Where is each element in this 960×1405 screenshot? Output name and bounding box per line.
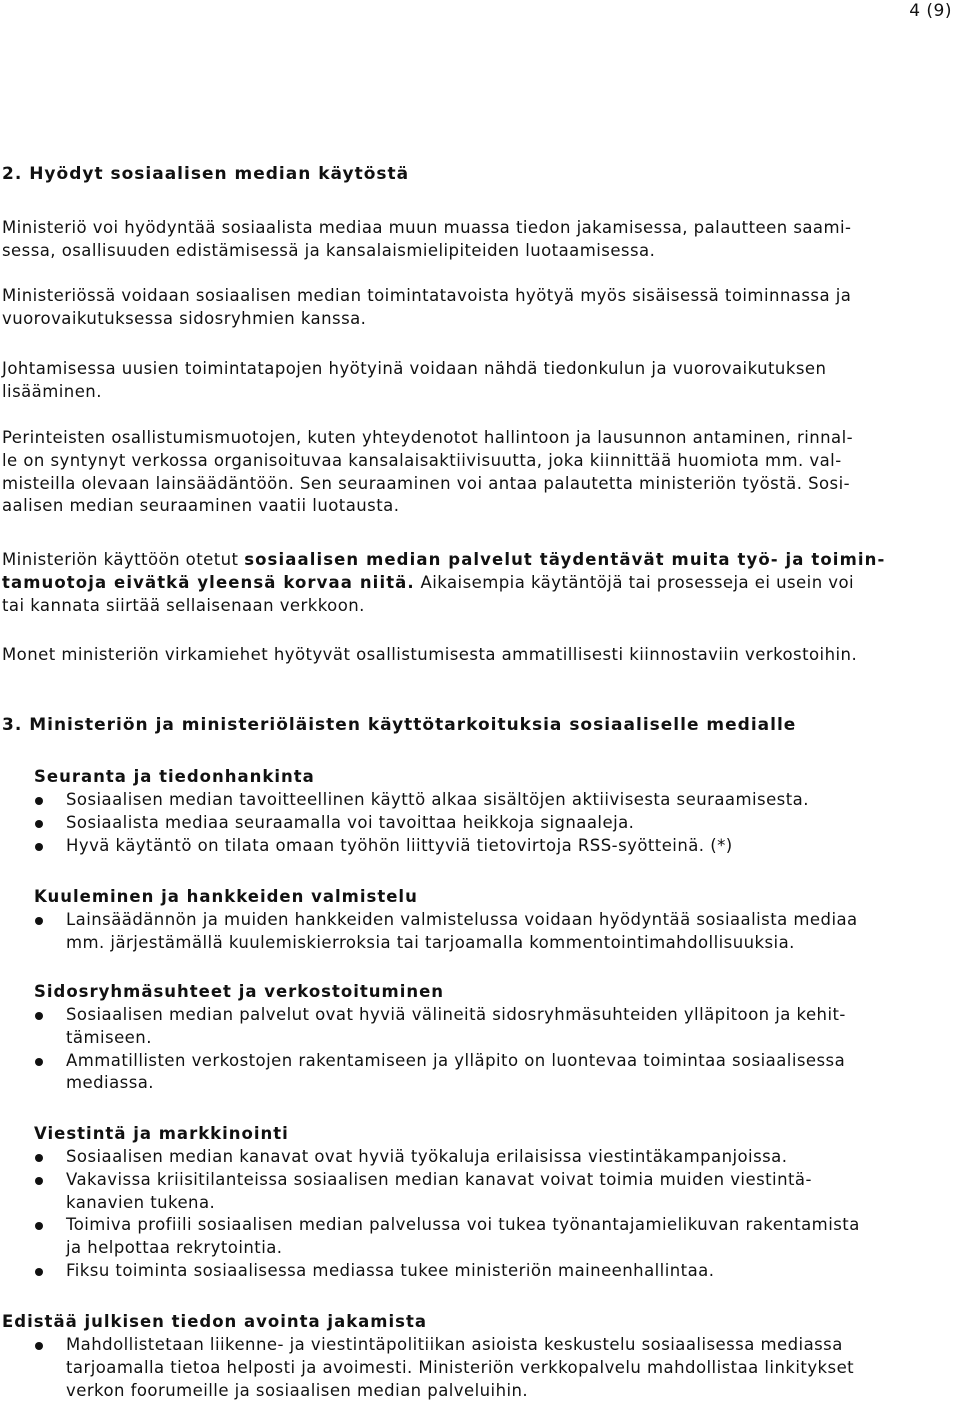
bullet-icon	[35, 1154, 43, 1162]
bullet-icon	[35, 1342, 43, 1350]
list-item: Mahdollistetaan liikenne- ja viestintäpolitiikan asioista keskustelu sosiaalisessa mediassa tarjoamalla tietoa helposti ja avoimesti. Ministeriön verkkopalvelu mahdollistaa linkitykset verkon foorumeille ja sosiaalisen median palveluihin.	[0, 1334, 960, 1402]
list-item: Hyvä käytäntö on tilata omaan työhön liittyviä tietovirtoja RSS-syötteinä. (*)	[0, 835, 960, 858]
bullet-icon	[35, 917, 43, 925]
paragraph-5: Ministeriön käyttöön otetut sosiaalisen median palvelut täydentävät muita työ- ja toimin- tamuotoja eivätkä yleensä korvaa niitä. Aikaisempia käytäntöjä tai prosesseja ei usein voi tai kannata siirtää sellaisenaan verkkoon.	[2, 550, 886, 615]
list-item: Fiksu toiminta sosiaalisessa mediassa tukee ministeriön maineenhallintaa.	[0, 1260, 960, 1283]
page-number: 4 (9)	[909, 1, 952, 21]
bullet-icon	[35, 820, 43, 828]
subheading-stakeholders: Sidosryhmäsuhteet ja verkostoituminen	[34, 982, 445, 1001]
list-item: Sosiaalista mediaa seuraamalla voi tavoittaa heikkoja signaaleja.	[0, 812, 960, 835]
bullet-list-stakeholders	[0, 1004, 960, 1095]
list-item: Sosiaalisen median kanavat ovat hyviä työkaluja erilaisissa viestintäkampanjoissa.	[0, 1146, 960, 1169]
bullet-icon	[35, 843, 43, 851]
list-item: Sosiaalisen median tavoitteellinen käyttö alkaa sisältöjen aktiivisesta seuraamisesta.	[0, 789, 960, 812]
list-item: Ammatillisten verkostojen rakentamiseen ja ylläpito on luontevaa toimintaa sosiaalisessa mediassa.	[0, 1050, 960, 1096]
paragraph-2: Ministeriössä voidaan sosiaalisen median toimintatavoista hyötyä myös sisäisessä toiminnassa ja vuorovaikutuksessa sidosryhmien kanssa.	[2, 286, 852, 328]
paragraph-3: Johtamisessa uusien toimintatapojen hyötyinä voidaan nähdä tiedonkulun ja vuorovaikutuksen lisääminen.	[2, 359, 827, 401]
subheading-open-data: Edistää julkisen tiedon avointa jakamista	[2, 1312, 428, 1331]
bullet-icon	[35, 1222, 43, 1230]
list-item: Toimiva profiili sosiaalisen median palvelussa voi tukea työnantajamielikuvan rakentamista ja helpottaa rekrytointia.	[0, 1214, 960, 1260]
paragraph-6: Monet ministeriön virkamiehet hyötyvät osallistumisesta ammatillisesti kiinnostaviin verkostoihin.	[2, 645, 858, 664]
paragraph-4: Perinteisten osallistumismuotojen, kuten yhteydenotot hallintoon ja lausunnon antaminen, rinnal- le on syntynyt verkossa organisoituvaa kansalaisaktiivisuutta, joka kiinnittää huomiota mm. val- misteilla olevaan lainsäädäntöön. Sen seuraaminen voi antaa palautetta ministeriön työstä. Sosi- aalisen median seuraaminen vaatii luotausta.	[2, 428, 854, 516]
bullet-list-consultation	[0, 909, 960, 955]
bullet-icon	[35, 797, 43, 805]
list-item: Lainsäädännön ja muiden hankkeiden valmistelussa voidaan hyödyntää sosiaalista mediaa mm. järjestämällä kuulemiskierroksia tai tarjoamalla kommentointimahdollisuuksia.	[0, 909, 960, 955]
bullet-icon	[35, 1058, 43, 1066]
emphasis-text: tamuotoja eivätkä yleensä korvaa niitä.	[2, 572, 415, 592]
bullet-list-monitoring	[0, 789, 960, 857]
subheading-communications: Viestintä ja markkinointi	[34, 1124, 289, 1143]
bullet-icon	[35, 1177, 43, 1185]
paragraph-1: Ministeriö voi hyödyntää sosiaalista mediaa muun muassa tiedon jakamisessa, palautteen saami- sessa, osallisuuden edistämisessä ja kansalaismielipiteiden luotaamisessa.	[2, 218, 852, 260]
bullet-list-open-data	[0, 1334, 960, 1402]
subheading-monitoring: Seuranta ja tiedonhankinta	[34, 767, 315, 786]
section-3-heading: 3. Ministeriön ja ministeriöläisten käyttötarkoituksia sosiaaliselle medialle	[2, 715, 797, 735]
list-item: Vakavissa kriisitilanteissa sosiaalisen median kanavat voivat toimia muiden viestintä- kanavien tukena.	[0, 1169, 960, 1215]
bullet-icon	[35, 1012, 43, 1020]
list-item: Sosiaalisen median palvelut ovat hyviä välineitä sidosryhmäsuhteiden ylläpitoon ja kehit- tämiseen.	[0, 1004, 960, 1050]
bullet-icon	[35, 1268, 43, 1276]
emphasis-text: sosiaalisen median palvelut täydentävät muita työ- ja toimin-	[244, 550, 886, 569]
subheading-consultation: Kuuleminen ja hankkeiden valmistelu	[34, 887, 418, 906]
bullet-list-communications	[0, 1146, 960, 1283]
section-2-heading: 2. Hyödyt sosiaalisen median käytöstä	[2, 164, 410, 184]
